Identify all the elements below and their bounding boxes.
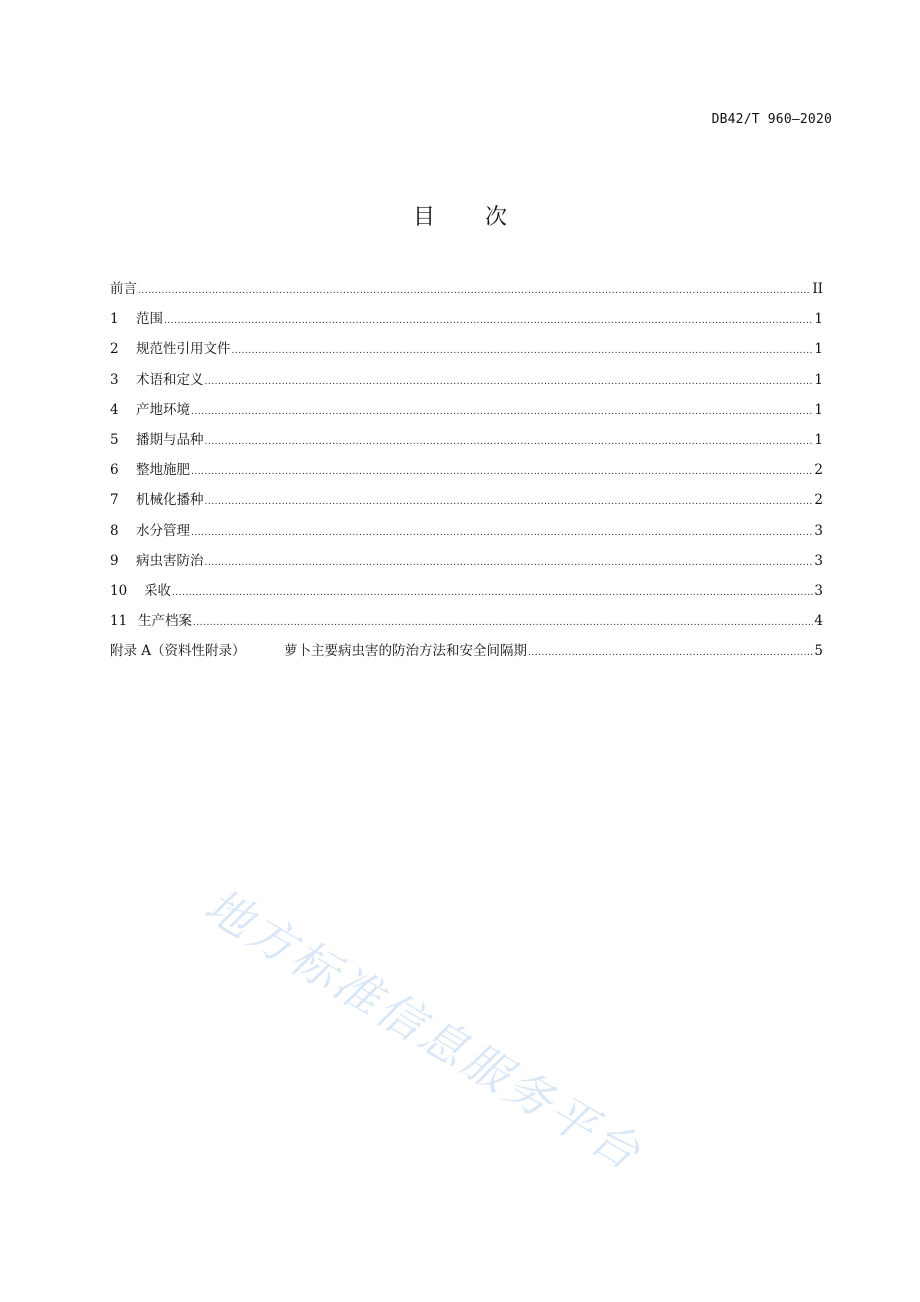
toc-entry[interactable] bbox=[110, 461, 823, 491]
toc-leader-dots bbox=[205, 554, 814, 572]
toc-entry-label: 萝卜主要病虫害的防治方法和安全间隔期 bbox=[284, 643, 527, 660]
toc-entry-number: 7 bbox=[110, 492, 119, 509]
toc-entry[interactable] bbox=[110, 340, 823, 370]
toc-leader-dots bbox=[528, 644, 813, 662]
toc-entry[interactable] bbox=[110, 612, 823, 642]
toc-entry-label: 前言 bbox=[110, 281, 137, 297]
toc-leader-dots bbox=[205, 493, 814, 511]
title-char-2: 次 bbox=[485, 205, 508, 230]
toc-entry-page: 3 bbox=[814, 552, 823, 569]
toc-entry-number: 1 bbox=[110, 311, 119, 328]
toc-entry-number: 附录 A（资料性附录） bbox=[110, 643, 246, 660]
toc-entry-number: 10 bbox=[110, 582, 128, 599]
page-title bbox=[0, 200, 920, 231]
toc-entry-number: 3 bbox=[110, 371, 119, 388]
toc-leader-dots bbox=[205, 433, 814, 451]
toc-entry[interactable] bbox=[110, 552, 823, 582]
toc-entry-label: 产地环境 bbox=[136, 401, 190, 418]
toc-entry-appendix[interactable] bbox=[110, 642, 823, 672]
toc-entry-number: 4 bbox=[110, 401, 119, 418]
toc-leader-dots bbox=[138, 282, 811, 300]
toc-leader-dots bbox=[164, 312, 813, 330]
toc-entry[interactable] bbox=[110, 310, 823, 340]
title-char-1: 目 bbox=[412, 205, 435, 230]
toc-entry[interactable] bbox=[110, 280, 823, 310]
watermark-text: 地方标准信息服务平台 bbox=[195, 877, 652, 1182]
toc-entry-number: 6 bbox=[110, 462, 119, 479]
toc-entry-page: 3 bbox=[814, 582, 823, 599]
toc-leader-dots bbox=[193, 614, 813, 632]
toc-entry-label: 术语和定义 bbox=[136, 371, 204, 388]
toc-entry[interactable] bbox=[110, 582, 823, 612]
toc-entry[interactable] bbox=[110, 371, 823, 401]
toc-entry-label: 播期与品种 bbox=[136, 431, 204, 448]
toc-entry-page: 2 bbox=[814, 492, 823, 509]
toc-entry-label: 病虫害防治 bbox=[136, 552, 204, 569]
toc-leader-dots bbox=[191, 463, 813, 481]
toc-leader-dots bbox=[191, 524, 813, 542]
toc-entry-number: 8 bbox=[110, 522, 119, 539]
toc-leader-dots bbox=[172, 584, 813, 602]
toc-entry-page: 1 bbox=[814, 371, 823, 388]
toc-entry-number: 2 bbox=[110, 341, 119, 358]
toc-entry-label: 范围 bbox=[136, 311, 163, 328]
toc-entry[interactable] bbox=[110, 431, 823, 461]
toc-entry-page: 2 bbox=[814, 462, 823, 479]
toc-leader-dots bbox=[232, 342, 814, 360]
toc-entry-label: 规范性引用文件 bbox=[136, 341, 231, 358]
table-of-contents bbox=[110, 280, 823, 672]
toc-entry[interactable] bbox=[110, 491, 823, 521]
toc-entry-page: 1 bbox=[814, 311, 823, 328]
toc-entry-label: 生产档案 bbox=[138, 613, 192, 630]
toc-entry-label: 水分管理 bbox=[136, 522, 190, 539]
toc-entry[interactable] bbox=[110, 522, 823, 552]
toc-entry-number: 5 bbox=[110, 431, 119, 448]
toc-entry-page: 3 bbox=[814, 522, 823, 539]
toc-entry-number: 9 bbox=[110, 552, 119, 569]
standard-code: DB42/T 960—2020 bbox=[711, 112, 832, 127]
toc-entry-page: 1 bbox=[814, 341, 823, 358]
toc-leader-dots bbox=[205, 373, 814, 391]
toc-entry-page: II bbox=[812, 281, 823, 297]
toc-entry[interactable] bbox=[110, 401, 823, 431]
toc-entry-page: 5 bbox=[814, 643, 823, 660]
toc-leader-dots bbox=[191, 403, 813, 421]
toc-entry-label: 机械化播种 bbox=[136, 492, 204, 509]
toc-entry-label: 整地施肥 bbox=[136, 462, 190, 479]
toc-entry-label: 采收 bbox=[144, 582, 171, 599]
toc-entry-page: 1 bbox=[814, 431, 823, 448]
toc-entry-page: 4 bbox=[814, 613, 823, 630]
toc-entry-page: 1 bbox=[814, 401, 823, 418]
toc-entry-number: 11 bbox=[110, 613, 128, 630]
